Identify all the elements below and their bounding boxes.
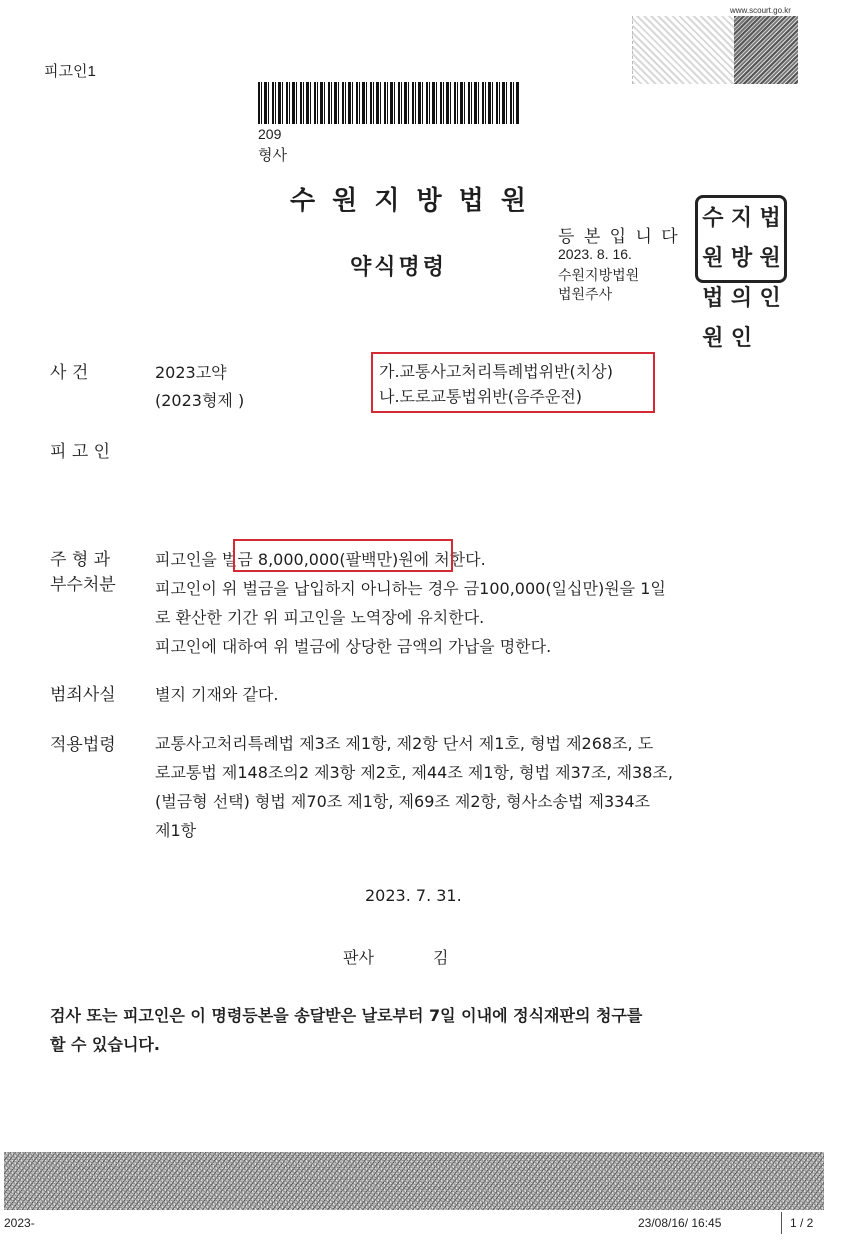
security-noise-band — [4, 1152, 824, 1210]
site-url: www.scourt.go.kr — [730, 6, 791, 15]
seal-char: 법원 — [702, 285, 723, 351]
sentence-line: 피고인을 벌금 8,000,000(팔백만)원에 처한다. — [155, 550, 486, 569]
court-name: 수 원 지 방 법 원 — [290, 186, 530, 216]
law-line: 로교통법 제148조의2 제3항 제2호, 제44조 제1항, 형법 제37조, 제38조, — [155, 763, 673, 782]
charge-item: 가.교통사고처리특례법위반(치상) — [379, 362, 613, 381]
barcode — [258, 82, 520, 124]
sentence-line: 피고인이 위 벌금을 납입하지 아니하는 경우 금100,000(일십만)원을 1일 — [155, 579, 666, 598]
law-label: 적용법령 — [50, 735, 116, 755]
order-date: 2023. 7. 31. — [365, 886, 462, 905]
footer-divider — [781, 1212, 782, 1234]
footer-page-number: 1 / 2 — [790, 1216, 814, 1230]
barcode-number: 209 — [258, 126, 282, 142]
judge-name: 김 — [433, 948, 449, 967]
appeal-notice: 검사 또는 피고인은 이 명령등본을 송달받은 날로부터 7일 이내에 정식재판의 청구를 — [50, 1006, 643, 1025]
certification-clerk: 법원주사 — [558, 287, 613, 303]
fine-highlight-box — [233, 539, 453, 572]
facts-label: 범죄사실 — [50, 685, 116, 705]
court-seal — [695, 195, 787, 351]
appeal-notice-2: 할 수 있습니다. — [50, 1035, 160, 1054]
division-label: 형사 — [258, 146, 287, 164]
security-pattern — [632, 16, 798, 84]
fine-amount: 벌금 8,000,000(팔백만)원 — [221, 550, 414, 569]
law-line: 제1항 — [155, 821, 197, 840]
case-label: 사 건 — [50, 363, 89, 383]
footer-doc-id: 2023- — [4, 1216, 35, 1230]
case-number: 2023고약 — [155, 363, 227, 382]
sentence-line: 로 환산한 기간 위 피고인을 노역장에 유치한다. — [155, 608, 485, 627]
charge-item: 나.도로교통법위반(음주운전) — [379, 387, 583, 406]
seal-char: 법원 — [759, 205, 780, 271]
defendant-label: 피 고 인 — [50, 442, 111, 462]
certification-date: 2023. 8. 16. — [558, 246, 632, 262]
sentence-line: 피고인에 대하여 위 벌금에 상당한 금액의 가납을 명한다. — [155, 637, 552, 656]
document-title: 약식명령 — [350, 255, 448, 280]
facts-text: 별지 기재와 같다. — [155, 685, 279, 704]
case-sub-number: (2023형제 ) — [155, 391, 245, 410]
law-line: (벌금형 선택) 형법 제70조 제1항, 제69조 제2항, 형사소송법 제334조 — [155, 792, 650, 811]
defendant-tag: 피고인1 — [44, 63, 96, 80]
seal-char: 의인 — [730, 285, 752, 351]
seal-char: 수원 — [702, 205, 723, 271]
certification-court: 수원지방법원 — [558, 268, 640, 284]
sentence-label: 주 형 과 — [50, 550, 111, 570]
judge-title: 판사 — [343, 948, 374, 967]
sentence-label-2: 부수처분 — [50, 575, 116, 595]
certified-copy-label: 등 본 입 니 다 — [558, 227, 680, 247]
seal-char: 인 — [759, 285, 780, 311]
footer-timestamp: 23/08/16/ 16:45 — [638, 1216, 722, 1230]
seal-char: 지방 — [730, 205, 752, 271]
law-line: 교통사고처리특례법 제3조 제1항, 제2항 단서 제1호, 형법 제268조, 도 — [155, 734, 654, 753]
